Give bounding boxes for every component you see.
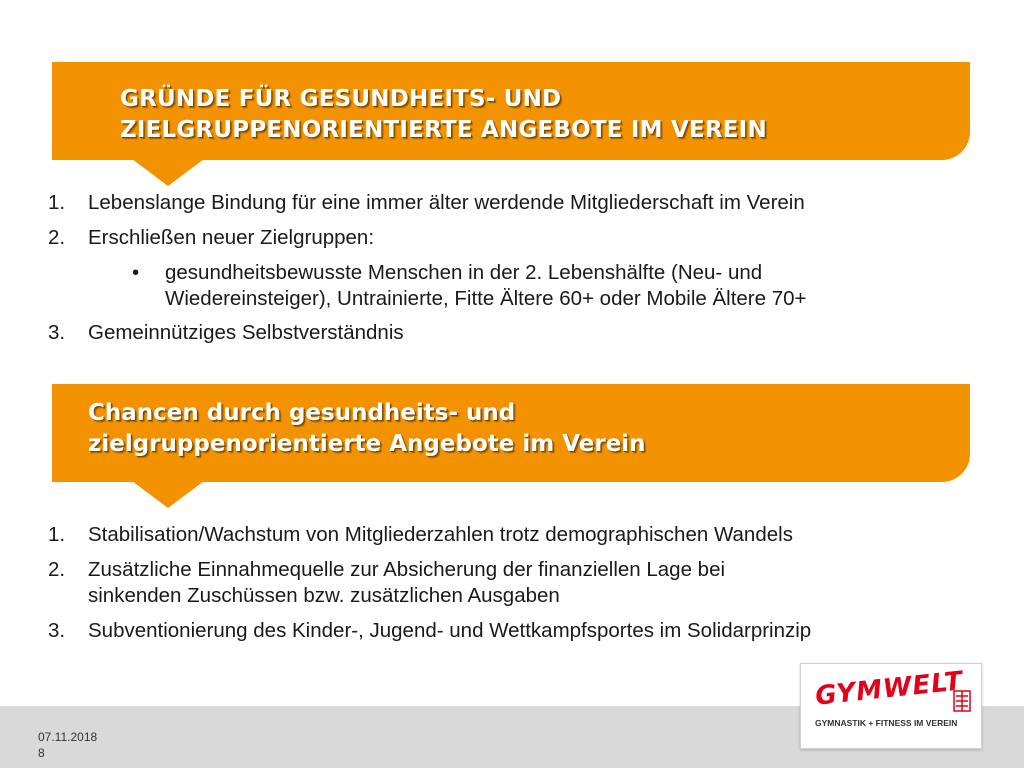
list-item <box>48 320 807 346</box>
sub-item-line: Wiedereinsteiger), Untrainierte, Fitte Ältere 60+ oder Mobile Ältere 70+ <box>165 287 807 310</box>
sub-list-item <box>48 260 807 312</box>
heading-chances <box>88 398 646 460</box>
list-item <box>48 618 811 644</box>
federation-emblem-icon <box>953 690 971 712</box>
list-item <box>48 522 811 548</box>
item-number: 2. <box>48 558 66 581</box>
item-number: 3. <box>48 619 66 642</box>
item-number: 1. <box>48 523 66 546</box>
sub-item-line: gesundheitsbewusste Menschen in der 2. Lebenshälfte (Neu- und <box>165 261 763 284</box>
item-text: Gemeinnütziges Selbstverständnis <box>88 321 404 344</box>
logo-tagline: GYMNASTIK + FITNESS IM VEREIN <box>815 718 958 728</box>
item-text: Zusätzliche Einnahmequelle zur Absicherung der finanziellen Lage bei <box>88 558 726 581</box>
list-item <box>48 557 811 609</box>
item-text: Subventionierung des Kinder-, Jugend- und Wettkampfsportes im Solidarprinzip <box>88 619 812 642</box>
heading-line: zielgruppenorientierte Angebote im Verein <box>88 431 646 457</box>
item-text: sinkenden Zuschüssen bzw. zusätzlichen Ausgaben <box>88 584 560 607</box>
heading-reasons <box>120 84 767 146</box>
item-text: Erschließen neuer Zielgruppen: <box>88 226 375 249</box>
heading-banner-reasons <box>52 62 970 160</box>
item-number: 3. <box>48 321 66 344</box>
reasons-list <box>48 190 807 355</box>
item-number: 1. <box>48 191 66 214</box>
list-item <box>48 190 807 216</box>
heading-line: ZIELGRUPPENORIENTIERTE ANGEBOTE IM VEREIN <box>120 117 767 143</box>
item-text: Lebenslange Bindung für eine immer älter werdende Mitgliederschaft im Verein <box>88 191 805 214</box>
item-text: Stabilisation/Wachstum von Mitgliederzahlen trotz demographischen Wandels <box>88 523 793 546</box>
heading-line: Chancen durch gesundheits- und <box>88 400 516 426</box>
heading-line: GRÜNDE FÜR GESUNDHEITS- UND <box>120 86 562 112</box>
list-item <box>48 225 807 251</box>
chances-list <box>48 522 811 653</box>
item-number: 2. <box>48 226 66 249</box>
slide-number: 8 <box>38 746 45 760</box>
slide-date: 07.11.2018 <box>38 730 98 744</box>
logo-wordmark: GYMWELT <box>813 666 965 712</box>
gymwelt-logo <box>800 663 982 749</box>
bullet-icon: • <box>132 261 140 284</box>
heading-banner-chances <box>52 384 970 482</box>
